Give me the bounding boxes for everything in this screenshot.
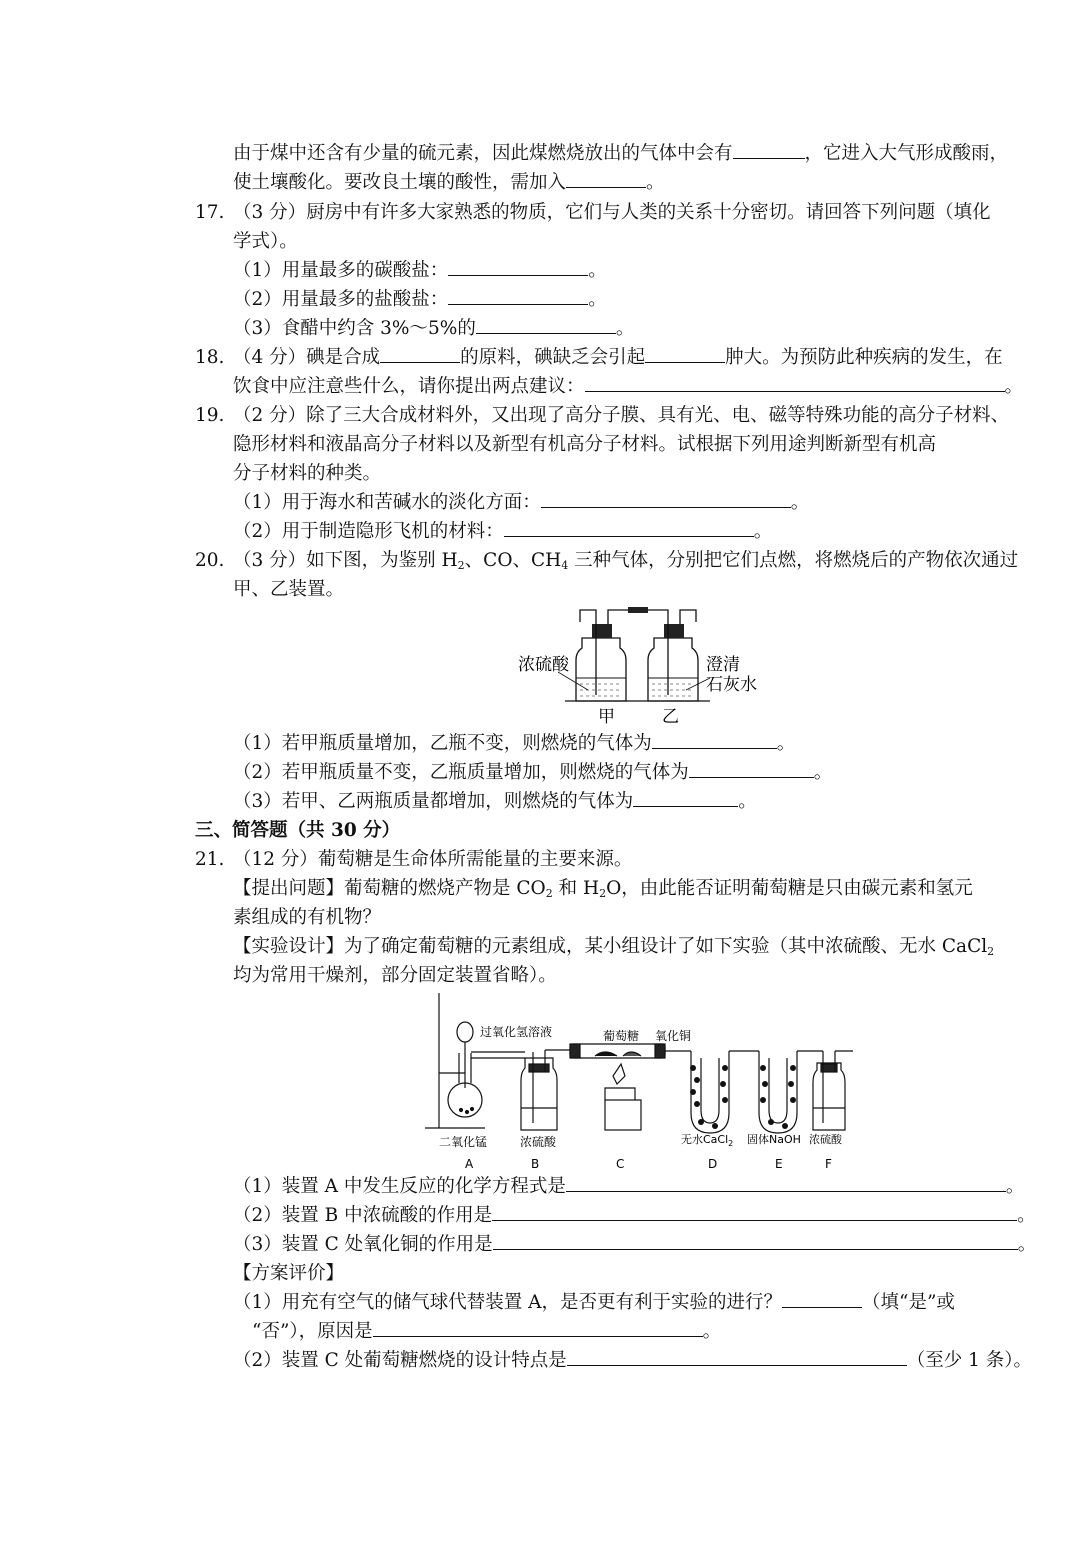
answer-blank[interactable] xyxy=(782,1290,862,1308)
q21-design-1 xyxy=(233,934,994,965)
answer-blank[interactable] xyxy=(733,141,805,159)
letter-d: D xyxy=(708,1157,718,1171)
q19-part-2 xyxy=(233,519,772,545)
label-yi: 乙 xyxy=(662,707,679,727)
answer-blank[interactable] xyxy=(493,1232,1018,1250)
label-h2o2: 过氧化氢溶液 xyxy=(480,1025,553,1039)
text: 使土壤酸化。要改良土壤的酸性，需加入 xyxy=(233,172,567,193)
section-3-title: 三、简答题（共 30 分） xyxy=(195,820,401,841)
label-jia: 甲 xyxy=(598,707,615,727)
q21-part-2 xyxy=(233,1203,1036,1229)
text: ，它进入大气形成酸雨， xyxy=(804,143,1009,164)
q17-stem-1 xyxy=(195,200,991,226)
text: 。 xyxy=(776,733,796,754)
q20-part-3 xyxy=(233,789,757,815)
q17-part-1 xyxy=(233,258,607,284)
answer-blank[interactable] xyxy=(476,316,616,334)
text: 。 xyxy=(615,318,635,339)
iron-stand xyxy=(425,993,485,1128)
letter-f: F xyxy=(825,1157,832,1171)
q21-ask-1 xyxy=(233,876,973,907)
text: 隐形材料和液晶高分子材料以及新型有机高分子材料。试根据下列用途判断新型有机高 xyxy=(233,434,937,455)
text: 。 xyxy=(1005,1176,1025,1197)
text: 和 H xyxy=(552,878,600,899)
text: （填“是”或 xyxy=(862,1292,955,1313)
text: （1）用充有空气的储气球代替装置 A，是否更有利于实验的进行？ xyxy=(233,1292,783,1313)
subscript: 2 xyxy=(987,945,995,958)
q19-line-3 xyxy=(233,461,381,487)
text: （2）装置 B 中浓硫酸的作用是 xyxy=(233,1205,493,1226)
subscript: 2 xyxy=(457,559,465,572)
label-cacl2: 无水CaCl$_2$ xyxy=(681,1133,734,1148)
text: 。 xyxy=(1017,1205,1036,1226)
apparatus-f xyxy=(813,1051,853,1130)
q17-stem-2 xyxy=(233,229,298,255)
text: 肿大。为预防此种疾病的发生，在 xyxy=(725,347,1003,368)
text: 【提出问题】葡萄糖的燃烧产物是 CO xyxy=(233,878,546,899)
q21-ask-2 xyxy=(233,905,381,931)
text: （4 分）碘是合成 xyxy=(233,347,381,368)
text: 甲、乙装置。 xyxy=(233,579,345,600)
answer-blank[interactable] xyxy=(652,731,777,749)
question-number: 18. xyxy=(195,347,225,368)
text: （2）用量最多的盐酸盐： xyxy=(233,289,449,310)
rubber-tube xyxy=(628,607,648,613)
letter-c: C xyxy=(616,1157,625,1171)
subscript: 2 xyxy=(599,887,607,900)
answer-blank[interactable] xyxy=(541,490,791,508)
q20-line-2 xyxy=(233,577,344,603)
text: （3）若甲、乙两瓶质量都增加，则燃烧的气体为 xyxy=(233,791,634,812)
answer-blank[interactable] xyxy=(492,1203,1017,1221)
text: （1）若甲瓶质量增加，乙瓶不变，则燃烧的气体为 xyxy=(233,733,652,754)
subscript: 2 xyxy=(545,887,553,900)
label-mno2: 二氧化锰 xyxy=(439,1135,488,1149)
label-h2so4-f: 浓硫酸 xyxy=(809,1133,842,1146)
answer-blank[interactable] xyxy=(448,258,588,276)
answer-blank[interactable] xyxy=(585,374,1005,392)
q17-part-3 xyxy=(233,316,634,342)
text: （2）用于制造隐形飞机的材料： xyxy=(233,521,504,542)
letter-a: A xyxy=(465,1157,474,1171)
text: 。 xyxy=(702,1321,722,1342)
apparatus-b xyxy=(521,1050,570,1130)
text: 由于煤中还含有少量的硫元素，因此煤燃烧放出的气体中会有 xyxy=(233,143,733,164)
label-glucose: 葡萄糖 xyxy=(603,1029,640,1043)
label-limewater-2: 石灰水 xyxy=(706,675,757,695)
q19-part-1 xyxy=(233,490,809,516)
text: 。 xyxy=(1004,376,1024,397)
q21-apparatus-figure xyxy=(425,988,865,1173)
text: （12 分）葡萄糖是生命体所需能量的主要来源。 xyxy=(233,849,633,870)
text: 【实验设计】为了确定葡萄糖的元素组成，某小组设计了如下实验（其中浓硫酸、无水 CaCl xyxy=(233,936,988,957)
label-cuo: 氧化铜 xyxy=(655,1029,692,1043)
text: （1）用于海水和苦碱水的淡化方面： xyxy=(233,492,541,513)
text: 。 xyxy=(813,762,833,783)
q21-design-2 xyxy=(233,963,557,989)
answer-blank[interactable] xyxy=(633,789,738,807)
question-number: 21. xyxy=(195,849,225,870)
q20-apparatus-figure xyxy=(510,600,780,730)
label-limewater-1: 澄清 xyxy=(706,655,740,675)
q20-line-1 xyxy=(195,548,1018,579)
text: 。 xyxy=(588,289,607,310)
answer-blank[interactable] xyxy=(566,1174,1006,1192)
intro-line-2 xyxy=(233,170,665,196)
text: 分子材料的种类。 xyxy=(233,463,382,484)
q21-eval-1-line-2 xyxy=(252,1319,721,1345)
label-h2so4-b: 浓硫酸 xyxy=(520,1135,557,1149)
text: 饮食中应注意些什么，请你提出两点建议： xyxy=(233,376,585,397)
text: 均为常用干燥剂，部分固定装置省略）。 xyxy=(233,965,557,986)
q19-line-2 xyxy=(233,432,936,458)
answer-blank[interactable] xyxy=(689,760,814,778)
answer-blank[interactable] xyxy=(566,170,646,188)
question-number: 19. xyxy=(195,405,225,426)
subscript: 4 xyxy=(561,559,569,572)
q20-part-1 xyxy=(233,731,795,757)
text: 、CO、CH xyxy=(464,550,562,571)
text: 。 xyxy=(588,260,607,281)
answer-blank[interactable] xyxy=(567,1348,907,1366)
text: （至少 1 条）。 xyxy=(906,1350,1032,1371)
q20-part-2 xyxy=(233,760,832,786)
q21-part-3 xyxy=(233,1232,1036,1258)
text: 素组成的有机物？ xyxy=(233,907,382,928)
answer-blank[interactable] xyxy=(373,1319,703,1337)
label-h2so4: 浓硫酸 xyxy=(518,655,569,675)
q18-line-1 xyxy=(195,345,1003,371)
letter-b: B xyxy=(531,1157,540,1171)
apparatus-c xyxy=(570,1044,691,1130)
granules xyxy=(690,1065,796,1129)
text: （2）若甲瓶质量不变，乙瓶质量增加，则燃烧的气体为 xyxy=(233,762,689,783)
intro-line-1 xyxy=(233,141,1008,167)
q19-line-1 xyxy=(195,403,1009,429)
answer-blank[interactable] xyxy=(448,287,588,305)
text: “否”），原因是 xyxy=(252,1321,373,1342)
text: （3）食醋中约含 3%～5%的 xyxy=(233,318,476,339)
q21-eval-title: 【方案评价】 xyxy=(233,1263,345,1284)
question-number: 17. xyxy=(195,202,225,223)
text: （2 分）除了三大合成材料外，又出现了高分子膜、具有光、电、磁等特殊功能的高分子材料、 xyxy=(233,405,1010,426)
q21-eval-2 xyxy=(233,1348,1032,1374)
text: 的原料，碘缺乏会引起 xyxy=(460,347,646,368)
answer-blank[interactable] xyxy=(645,345,725,363)
text: （2）装置 C 处葡萄糖燃烧的设计特点是 xyxy=(233,1350,567,1371)
text: 。 xyxy=(738,791,757,812)
text: 学式）。 xyxy=(233,231,298,252)
q21-part-1 xyxy=(233,1174,1024,1200)
text: 。 xyxy=(646,172,665,193)
text: O，由此能否证明葡萄糖是只由碳元素和氢元 xyxy=(606,878,973,899)
text: 。 xyxy=(790,492,810,513)
q21-eval-1 xyxy=(233,1290,955,1316)
text: （1）装置 A 中发生反应的化学方程式是 xyxy=(233,1176,566,1197)
letter-e: E xyxy=(775,1157,783,1171)
answer-blank[interactable] xyxy=(504,519,754,537)
label-naoh: 固体NaOH xyxy=(747,1133,801,1146)
text: （3 分）厨房中有许多大家熟悉的物质，它们与人类的关系十分密切。请回答下列问题（填化 xyxy=(233,202,991,223)
q17-part-2 xyxy=(233,287,607,313)
text: （3）装置 C 处氧化铜的作用是 xyxy=(233,1234,493,1255)
q21-line-1 xyxy=(195,847,632,873)
question-number: 20. xyxy=(195,550,225,571)
q18-line-2 xyxy=(233,374,1023,400)
text: 。 xyxy=(753,521,773,542)
text: 。 xyxy=(1017,1234,1037,1255)
text: （1）用量最多的碳酸盐： xyxy=(233,260,449,281)
answer-blank[interactable] xyxy=(380,345,460,363)
text: 三种气体，分别把它们点燃，将燃烧后的产物依次通过 xyxy=(568,550,1019,571)
text: （3 分）如下图，为鉴别 H xyxy=(233,550,458,571)
